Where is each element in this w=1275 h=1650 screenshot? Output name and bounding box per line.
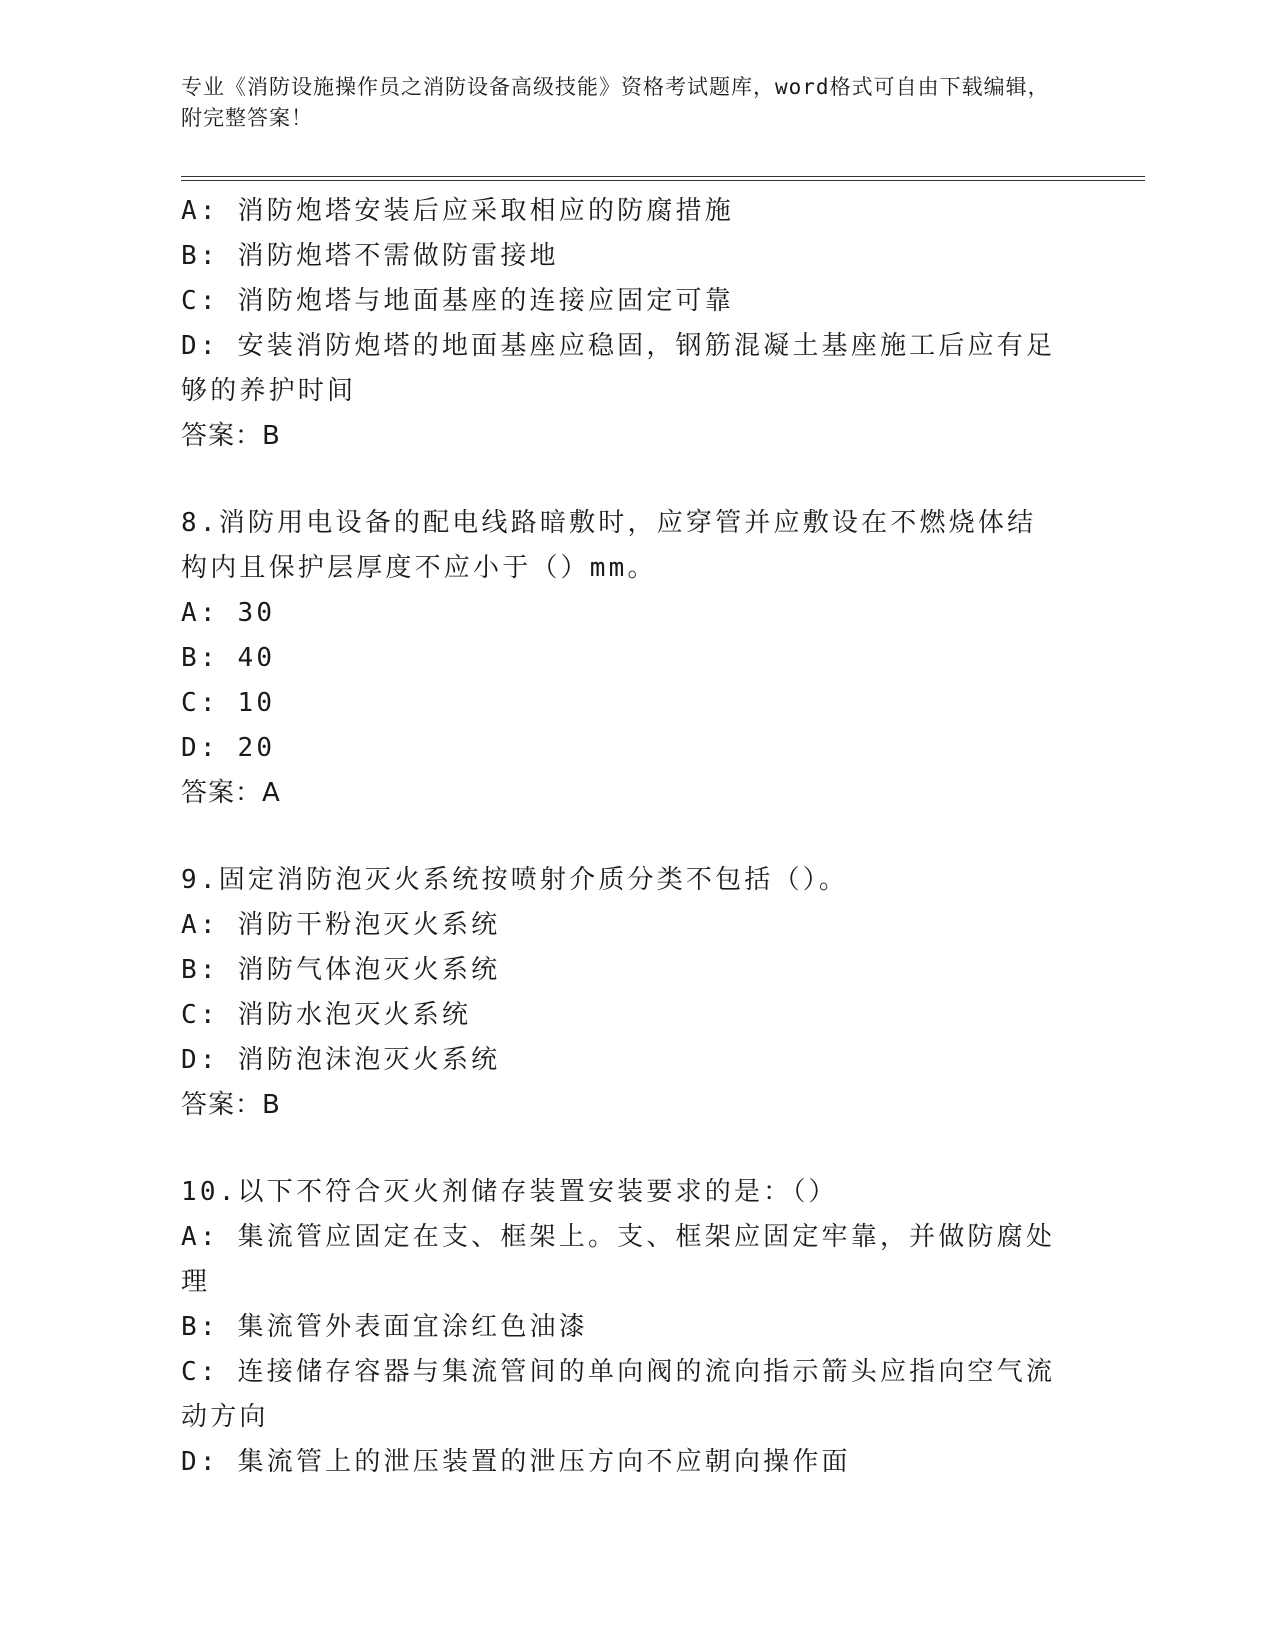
header-divider <box>181 176 1145 181</box>
option-d: D: 20 <box>181 733 276 763</box>
option-c: C: 消防炮塔与地面基座的连接应固定可靠 <box>181 286 734 316</box>
question-spacer <box>181 816 1061 858</box>
option-a: A: 30 <box>181 598 276 628</box>
question-8 <box>181 501 1061 816</box>
question-9 <box>181 858 1061 1128</box>
option-d: D: 集流管上的泄压装置的泄压方向不应朝向操作面 <box>181 1447 851 1477</box>
option-b: B: 消防炮塔不需做防雷接地 <box>181 241 559 271</box>
question-stem: 8.消防用电设备的配电线路暗敷时，应穿管并应敷设在不燃烧体结构内且保护层厚度不应小于（）mm。 <box>181 508 1037 583</box>
question-list <box>181 189 1061 1485</box>
option-d: D: 消防泡沫泡灭火系统 <box>181 1045 501 1075</box>
option-a: A: 消防干粉泡灭火系统 <box>181 910 501 940</box>
document-header: 专业《消防设施操作员之消防设备高级技能》资格考试题库，word格式可自由下载编辑，附完整答案！ <box>181 75 1050 130</box>
question-7 <box>181 189 1061 459</box>
option-b: B: 40 <box>181 643 276 673</box>
option-d: D: 安装消防炮塔的地面基座应稳固，钢筋混凝土基座施工后应有足够的养护时间 <box>181 331 1056 406</box>
answer-line: 答案：B <box>181 1090 281 1120</box>
option-c: C: 连接储存容器与集流管间的单向阀的流向指示箭头应指向空气流动方向 <box>181 1357 1056 1432</box>
question-10 <box>181 1170 1061 1485</box>
question-spacer <box>181 459 1061 501</box>
option-b: B: 消防气体泡灭火系统 <box>181 955 501 985</box>
answer-line: 答案：B <box>181 421 281 451</box>
option-c: C: 消防水泡灭火系统 <box>181 1000 472 1030</box>
option-a: A: 消防炮塔安装后应采取相应的防腐措施 <box>181 196 734 226</box>
answer-line: 答案：A <box>181 778 281 808</box>
option-b: B: 集流管外表面宜涂红色油漆 <box>181 1312 588 1342</box>
question-stem: 9.固定消防泡灭火系统按喷射介质分类不包括（）。 <box>181 865 849 895</box>
option-a: A: 集流管应固定在支、框架上。支、框架应固定牢靠，并做防腐处理 <box>181 1222 1056 1297</box>
option-c: C: 10 <box>181 688 276 718</box>
question-stem: 10.以下不符合灭火剂储存装置安装要求的是：（） <box>181 1177 838 1207</box>
question-spacer <box>181 1128 1061 1170</box>
